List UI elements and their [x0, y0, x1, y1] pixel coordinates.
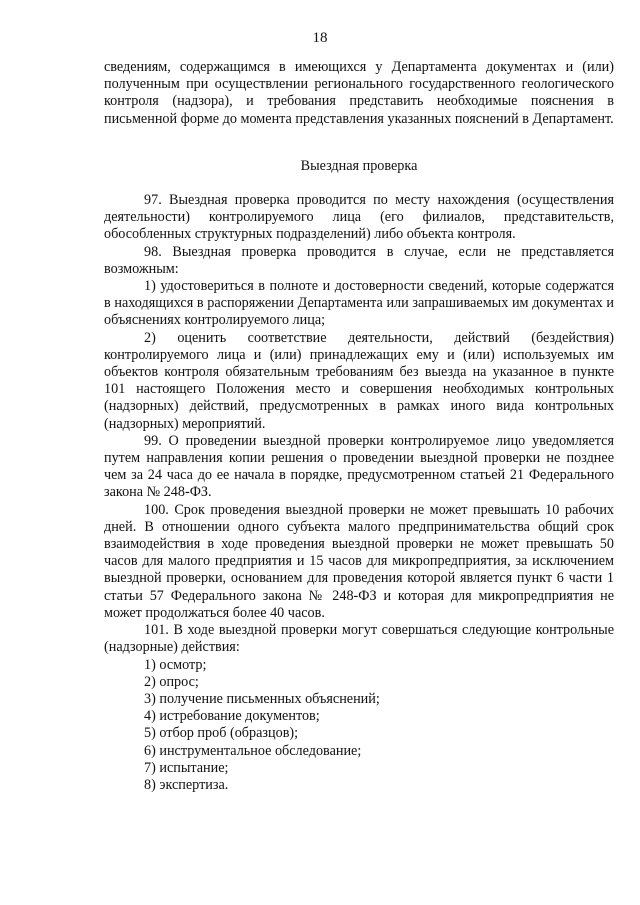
- spacer: [104, 128, 614, 158]
- paragraph-number: 99.: [144, 432, 162, 449]
- paragraph-97: [104, 192, 614, 244]
- paragraph-98: [104, 244, 614, 278]
- text-column: [104, 59, 614, 794]
- list-item: 8) экспертиза.: [144, 776, 229, 793]
- item-text: удостовериться в полноте и достоверности сведений, которые содержатся в находящихся в распоряжении Департамента или запрашиваемых им документах и объяснениях контролируемого лица;: [104, 278, 614, 329]
- section-heading: Выездная проверка: [300, 157, 418, 174]
- list-item: 5) отбор проб (образцов);: [144, 725, 299, 742]
- paragraph-number: 101.: [144, 622, 169, 639]
- list-item: 7) испытание;: [144, 759, 229, 776]
- paragraph-number: 100.: [144, 501, 169, 518]
- paragraph-text: Выездная проверка проводится по месту нахождения (осуществления деятельности) контролируемого лица (его филиалов, представительств, обособленных структурных подразделений) либо объекта контроля.: [104, 192, 615, 243]
- list-item: 2) опрос;: [144, 673, 199, 690]
- paragraph-101: [104, 622, 614, 656]
- paragraph-text: Срок проведения выездной проверки не может превышать 10 рабочих дней. В отношении одного субъекта малого предпринимательства общий срок взаимодействия в ходе проведения выездной проверки не может превышать 50 часов для малого предприятия и 15 часов для микропредприятия, за исключением выездной проверки, основанием для проведения которой является пункт 6 части 1 статьи 57 Федерального закона № 248-ФЗ и которая для микропредприятия не может продолжаться более 40 часов.: [104, 501, 615, 621]
- paragraph-number: 98.: [144, 243, 162, 260]
- paragraph-text: Выездная проверка проводится в случае, если не представляется возможным:: [104, 243, 614, 277]
- paragraph-98-item-1: [104, 278, 614, 330]
- item-number: 1): [144, 278, 156, 295]
- list-item: 3) получение письменных объяснений;: [144, 690, 380, 707]
- paragraph-text: В ходе выездной проверки могут совершаться следующие контрольные (надзорные) действия:: [104, 622, 615, 656]
- paragraph-100: [104, 502, 614, 622]
- spacer: [104, 175, 614, 192]
- list-item: 4) истребование документов;: [144, 708, 320, 725]
- item-number: 2): [144, 329, 156, 346]
- item-text: оценить соответствие деятельности, действий (бездействия) контролируемого лица и (или) принадлежащих ему и (или) используемых им объектов контроля обязательным требованиям без выезда на указанное в пункте 101 настоящего Положения место и совершения необходимых контрольных (надзорных) действий, предусмотренных в рамках иного вида контрольных (надзорных) мероприятий.: [104, 329, 614, 432]
- page-number: 18: [312, 30, 328, 46]
- paragraph-number: 97.: [144, 192, 162, 209]
- paragraph-99: [104, 433, 614, 502]
- paragraph-98-item-2: [104, 330, 614, 433]
- list-item: 6) инструментальное обследование;: [144, 742, 362, 759]
- intro-paragraph: сведениям, содержащимся в имеющихся у Департамента документах и (или) полученным при осуществлении регионального государственного геологического контроля (надзора), и требования представить необходимые пояснения в письменной форме до момента представления указанных пояснений в Департамент.: [104, 59, 614, 127]
- paragraph-text: О проведении выездной проверки контролируемое лицо уведомляется путем направления копии решения о проведении выездной проверки не позднее чем за 24 часа до ее начала в порядке, предусмотренном статьей 21 Федерального закона № 248-ФЗ.: [104, 432, 615, 501]
- list-item: 1) осмотр;: [144, 656, 207, 673]
